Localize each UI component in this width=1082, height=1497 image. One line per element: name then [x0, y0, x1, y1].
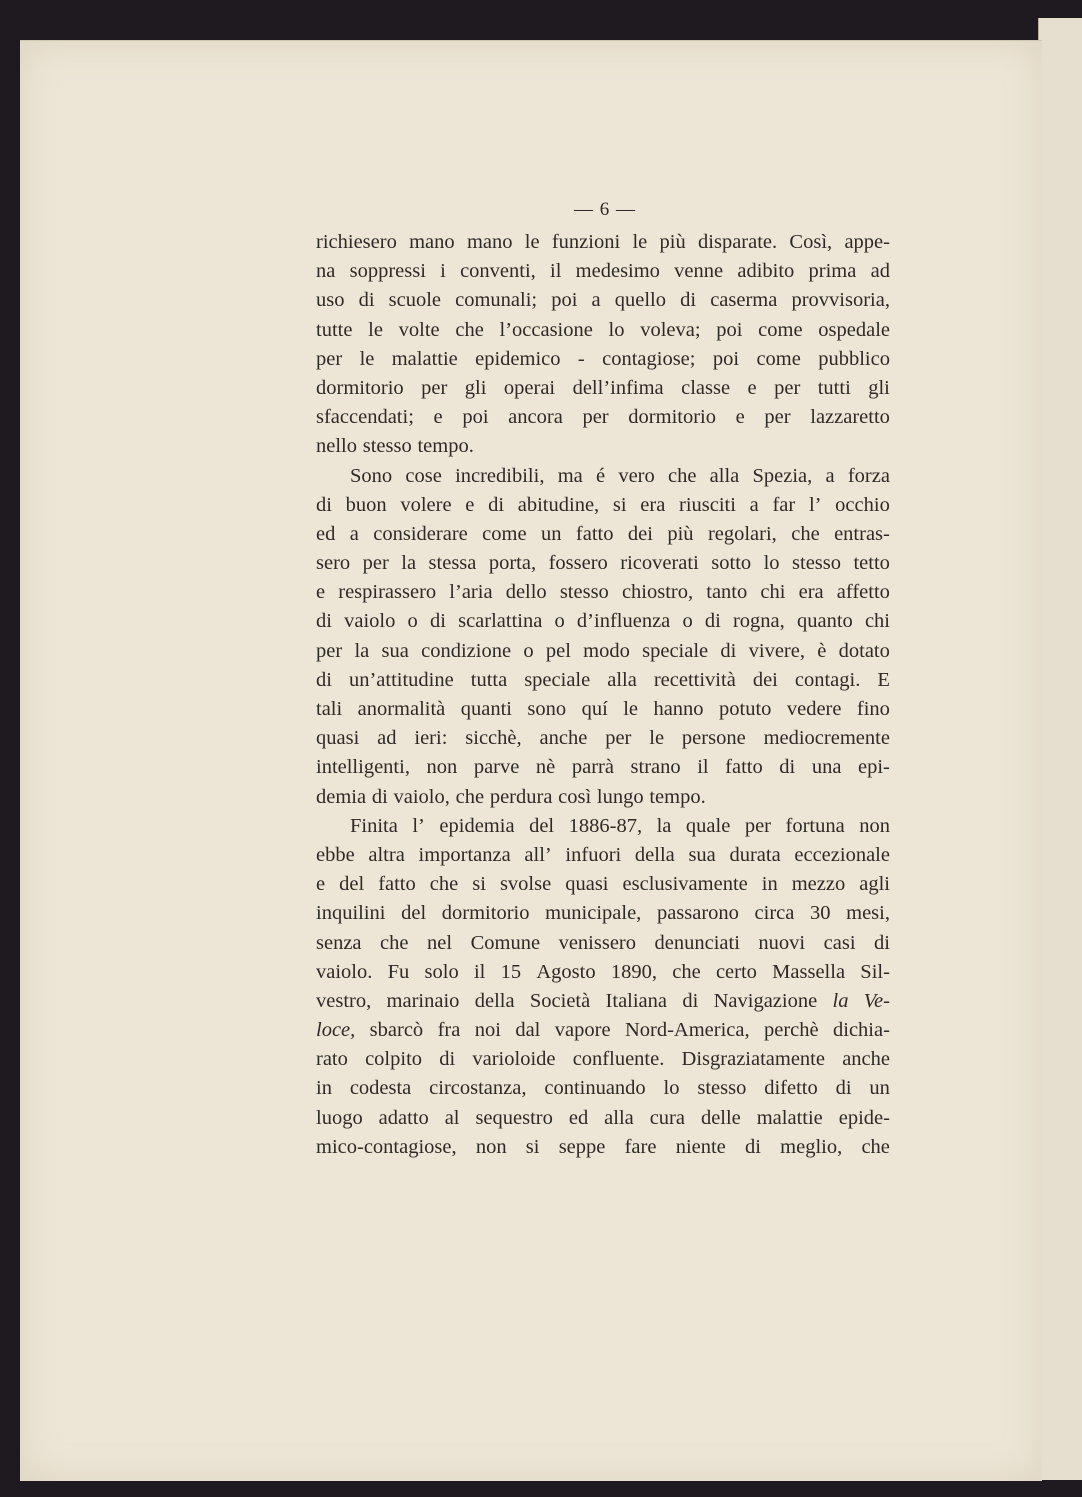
text-line: sero per la stessa porta, fossero ricoverati sotto lo stesso tetto: [316, 552, 890, 575]
text-line: uso di scuole comunali; poi a quello di caserma provvisoria,: [316, 289, 890, 312]
text-line: inquilini del dormitorio municipale, passarono circa 30 mesi,: [316, 902, 890, 925]
text-line: dormitorio per gli operai dell’infima classe e per tutti gli: [316, 376, 890, 399]
text-line: ebbe altra importanza all’ infuori della sua durata eccezionale: [316, 843, 890, 866]
text-line: di vaiolo o di scarlattina o d’influenza o di rogna, quanto chi: [316, 610, 890, 633]
text-line: e respirassero l’aria dello stesso chiostro, tanto chi era affetto: [316, 581, 890, 604]
text-line: intelligenti, non parve nè parrà strano il fatto di una epi-: [316, 756, 890, 779]
body-text: [316, 228, 890, 1162]
text-line: Finita l’ epidemia del 1886-87, la quale per fortuna non: [350, 814, 890, 837]
text-line: loce, sbarcò fra noi dal vapore Nord-America, perchè dichia-: [316, 1019, 890, 1042]
text-line: na soppressi i conventi, il medesimo venne adibito prima ad: [316, 260, 890, 283]
text-line: di buon volere e di abitudine, si era riusciti a far l’ occhio: [316, 493, 890, 516]
text-line: vaiolo. Fu solo il 15 Agosto 1890, che certo Massella Sil-: [316, 960, 890, 983]
text-line: vestro, marinaio della Società Italiana di Navigazione la Ve-: [316, 989, 890, 1012]
text-line: senza che nel Comune venissero denunciati nuovi casi di: [316, 931, 890, 954]
text-line: quasi ad ieri: sicchè, anche per le persone mediocremente: [316, 727, 890, 750]
facing-page-edge: [1038, 18, 1082, 1480]
text-line: tutte le volte che l’occasione lo voleva; poi come ospedale: [316, 318, 890, 341]
text-line: nello stesso tempo.: [316, 435, 474, 458]
text-line: di un’attitudine tutta speciale alla recettività dei contagi. E: [316, 668, 890, 691]
text-line: e del fatto che si svolse quasi esclusivamente in mezzo agli: [316, 873, 890, 896]
text-line: mico-contagiose, non si seppe fare niente di meglio, che: [316, 1135, 890, 1158]
text-line: rato colpito di varioloide confluente. Disgraziatamente anche: [316, 1048, 890, 1071]
text-line: per la sua condizione o pel modo speciale di vivere, è dotato: [316, 639, 890, 662]
text-line: Sono cose incredibili, ma é vero che alla Spezia, a forza: [350, 464, 890, 487]
text-line: demia di vaiolo, che perdura così lungo tempo.: [316, 785, 706, 808]
text-line: in codesta circostanza, continuando lo stesso difetto di un: [316, 1077, 890, 1100]
text-line: tali anormalità quanti sono quí le hanno potuto vedere fino: [316, 698, 890, 720]
text-line: ed a considerare come un fatto dei più regolari, che entras-: [316, 522, 890, 545]
text-line: richiesero mano mano le funzioni le più disparate. Così, appe-: [316, 231, 890, 253]
book-page: [20, 40, 1042, 1481]
text-line: sfaccendati; e poi ancora per dormitorio e per lazzaretto: [316, 406, 890, 429]
text-line: per le malattie epidemico - contagiose; poi come pubblico: [316, 347, 890, 370]
page-number: — 6 —: [574, 199, 636, 220]
text-line: luogo adatto al sequestro ed alla cura delle malattie epide-: [316, 1106, 890, 1129]
